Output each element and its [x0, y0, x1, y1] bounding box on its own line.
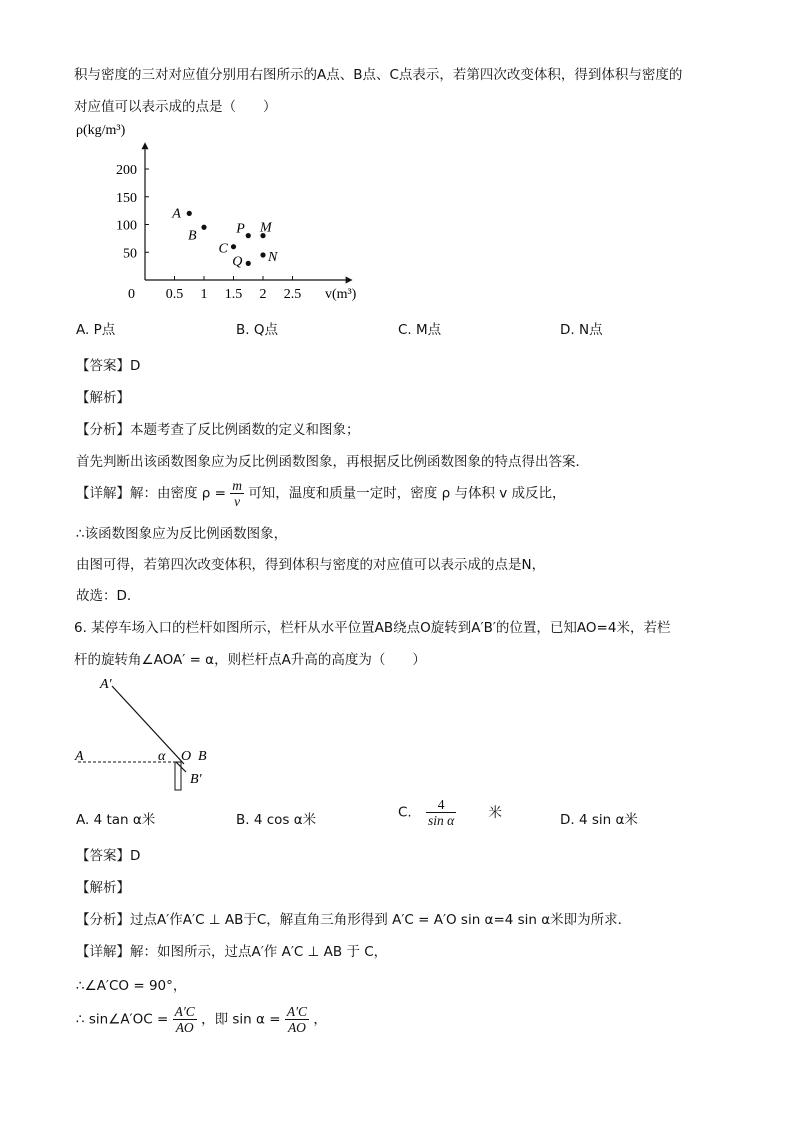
y-tick-label: 150 [116, 190, 137, 206]
q5-stem-line2: 对应值可以表示成的点是（ ） [74, 99, 277, 115]
fraction-numerator: 4 [426, 797, 456, 813]
q5-fenxi-2: 首先判断出该函数图象应为反比例函数图象，再根据反比例函数图象的特点得出答案． [76, 454, 589, 470]
fraction-numerator: A′C [286, 1004, 308, 1019]
q5-option-c[interactable]: C. M点 [398, 322, 442, 338]
label-b-prime: B′ [190, 772, 202, 787]
x-axis-label: v(m³) [324, 287, 357, 302]
q5-choose: 故选：D． [76, 588, 141, 604]
q5-answer: 【答案】D [76, 358, 141, 374]
x-axis-arrow [346, 277, 353, 284]
fraction-denominator: AO [287, 1020, 306, 1035]
point-label-n: N [268, 250, 278, 266]
x-tick-label: 0.5 [165, 287, 184, 302]
q6-step2-end: ， [313, 1011, 327, 1028]
x-tick-label: 2 [259, 287, 267, 302]
q5-fenxi: 【分析】本题考查了反比例函数的定义和图象； [76, 422, 360, 438]
point-label-b: B [188, 228, 197, 244]
y-axis-label: ρ(kg/m³) [76, 123, 126, 138]
fraction-numerator: m [232, 478, 243, 493]
q5-detail-post: 可知，温度和质量一定时，密度 ρ 与体积 v 成反比， [248, 485, 566, 502]
data-point-q [246, 261, 251, 266]
point-label-m: M [260, 220, 272, 236]
q5-stem-line1: 积与密度的三对对应值分别用右图所示的A点、B点、C点表示，若第四次改变体积，得到体积与密度的 [74, 67, 683, 83]
density-formula-fraction [230, 478, 244, 509]
density-volume-scatter-chart [70, 118, 370, 308]
q5-option-b[interactable]: B. Q点 [236, 322, 278, 338]
fraction-denominator: v [234, 494, 241, 509]
fraction-numerator: A′C [174, 1004, 195, 1019]
point-label-q: Q [232, 254, 243, 270]
sine-fraction-1 [173, 1004, 197, 1035]
q6-analysis-title: 【解析】 [76, 880, 130, 896]
q6-stem-line1: 6. 某停车场入口的栏杆如图所示，栏杆从水平位置AB绕点O旋转到A′B′的位置，已知AO=4米，若栏 [74, 620, 671, 636]
x-tick-label: 1.5 [224, 287, 243, 302]
point-label-a: A [172, 206, 181, 222]
q5-analysis-title: 【解析】 [76, 390, 130, 406]
q6-option-d[interactable]: D. 4 sin α米 [560, 812, 638, 828]
x-tick-label: 1 [200, 287, 208, 302]
q6-step2-mid: ，即 sin α = [201, 1011, 281, 1028]
label-a-prime: A′ [100, 677, 112, 692]
fraction-denominator: sin α [428, 813, 455, 828]
y-axis-arrow [142, 142, 149, 149]
q6-option-c[interactable] [398, 797, 502, 828]
option-c-fraction [426, 797, 456, 828]
q6-fenxi: 【分析】过点A′作A′C ⊥ AB于C，解直角三角形得到 A′C = A′O sin α=4 sin α米即为所求． [76, 912, 632, 928]
q6-option-c-label: C. [398, 804, 412, 821]
rotated-bar-a-prime-o [112, 686, 184, 764]
y-tick-label: 50 [123, 246, 137, 262]
q6-detail: 【详解】解：如图所示，过点A′作 A′C ⊥ AB 于 C， [76, 944, 388, 960]
y-tick-label: 100 [116, 218, 137, 234]
q5-detail-pre: 【详解】解：由密度 ρ = [76, 485, 226, 502]
data-point-a [187, 211, 192, 216]
q5-conclusion-1: ∴该函数图象应为反比例函数图象， [76, 526, 288, 542]
data-point-n [260, 252, 265, 257]
q6-option-a[interactable]: A. 4 tan α米 [76, 812, 156, 828]
y-tick-label: 200 [116, 163, 137, 178]
fraction-denominator: AO [175, 1020, 194, 1035]
label-a: A [75, 749, 84, 764]
q6-step2-pre: ∴ sin∠A′OC = [76, 1011, 169, 1028]
label-o: O [181, 749, 192, 764]
q6-answer: 【答案】D [76, 848, 141, 864]
q5-option-a[interactable]: A. P点 [76, 322, 116, 338]
label-b: B [198, 749, 207, 764]
barrier-gate-figure [70, 672, 230, 797]
x-tick-label: 2.5 [283, 287, 302, 302]
q5-detail [76, 478, 566, 509]
point-label-p: P [236, 221, 245, 237]
q6-option-b[interactable]: B. 4 cos α米 [236, 812, 317, 828]
q5-conclusion-2: 由图可得，若第四次改变体积，得到体积与密度的对应值可以表示成的点是N， [76, 557, 546, 573]
label-alpha: α [158, 749, 166, 764]
origin-label: 0 [128, 287, 135, 302]
point-label-c: C [218, 241, 228, 257]
q6-step-2 [76, 1004, 327, 1035]
q6-step-1: ∴∠A′CO = 90°， [76, 978, 187, 994]
data-point-b [201, 225, 206, 230]
q6-option-c-unit: 米 [488, 804, 503, 821]
q5-option-d[interactable]: D. N点 [560, 322, 603, 338]
data-point-c [231, 244, 236, 249]
data-point-p [246, 233, 251, 238]
sine-fraction-2 [285, 1004, 309, 1035]
q6-stem-line2: 杆的旋转角∠AOA′ = α，则栏杆点A升高的高度为（ ） [74, 652, 426, 668]
